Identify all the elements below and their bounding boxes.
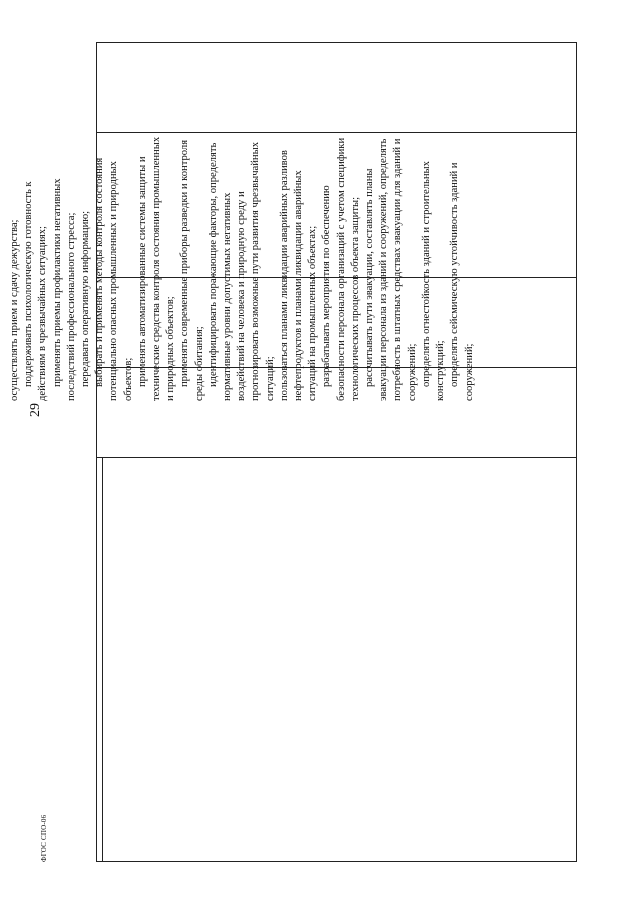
text-line: сооружений;	[463, 343, 475, 401]
text-line: определять сейсмическую устойчивость зданий и	[449, 162, 461, 387]
text-line: эвакуации персонала из зданий и сооружений, определять	[378, 138, 390, 401]
text-line: нефтепродуктов и планами ликвидации аварийных	[293, 170, 305, 401]
text-line: применять приемы профилактики негативных	[51, 178, 63, 387]
text-line: применять автоматизированные системы защиты и	[136, 156, 148, 387]
text-line: среды обитания;	[193, 326, 205, 401]
text-line: осуществлять прием и сдачу дежурства;	[9, 219, 20, 401]
text-line: рассчитывать пути эвакуации, составлять планы	[364, 168, 376, 387]
footer-code: ФГОС СПО-06	[40, 814, 48, 862]
text-line: прогнозировать возможные пути развития чрезвычайных	[250, 141, 262, 401]
text-line: нормативные уровни допустимых негативных	[222, 192, 234, 401]
text-line: поддерживать психологическую готовность к	[23, 181, 35, 387]
page-number: 29	[28, 403, 43, 417]
text-line: действиям в чрезвычайных ситуациях;	[37, 225, 49, 401]
text-line: последствий профессионального стресса;	[65, 212, 77, 401]
text-line: воздействий на человека и природную среду и	[236, 191, 248, 401]
skills-text-block	[8, 5, 473, 401]
text-line: потребность в штатных средствах эвакуации для зданий и	[392, 138, 404, 401]
text-line: определять огнестойкость зданий и строительных	[420, 161, 432, 387]
text-line: идентифицировать поражающие факторы, определять	[207, 142, 219, 387]
text-line: пользоваться планами ликвидации аварийных разливов	[278, 150, 290, 401]
text-line: разрабатывать мероприятия по обеспечению	[321, 185, 333, 387]
skills-column	[97, 458, 576, 861]
text-line: и природных объектов;	[165, 296, 177, 401]
text-line: ситуаций;	[264, 356, 276, 401]
text-line: выбирать и применять методы контроля состояния	[94, 157, 106, 387]
text-line: потенциально опасных промышленных и природных	[108, 161, 120, 401]
column-divider	[102, 458, 103, 861]
text-line: сооружений;	[406, 343, 418, 401]
text-line: ситуаций на промышленных объектах;	[307, 225, 319, 401]
text-line: передавать оперативную информацию;	[80, 210, 92, 387]
text-line: объектов;	[122, 357, 134, 401]
text-line: безопасности персонала организаций с учетом специфики	[335, 137, 347, 401]
text-line: применять современные приборы разведки и контроля	[179, 139, 191, 387]
text-line: конструкций;	[435, 340, 447, 401]
text-line: технические средства контроля состояния промышленных	[151, 136, 163, 401]
text-line: технологических процессов объекта защиты;	[349, 196, 361, 401]
